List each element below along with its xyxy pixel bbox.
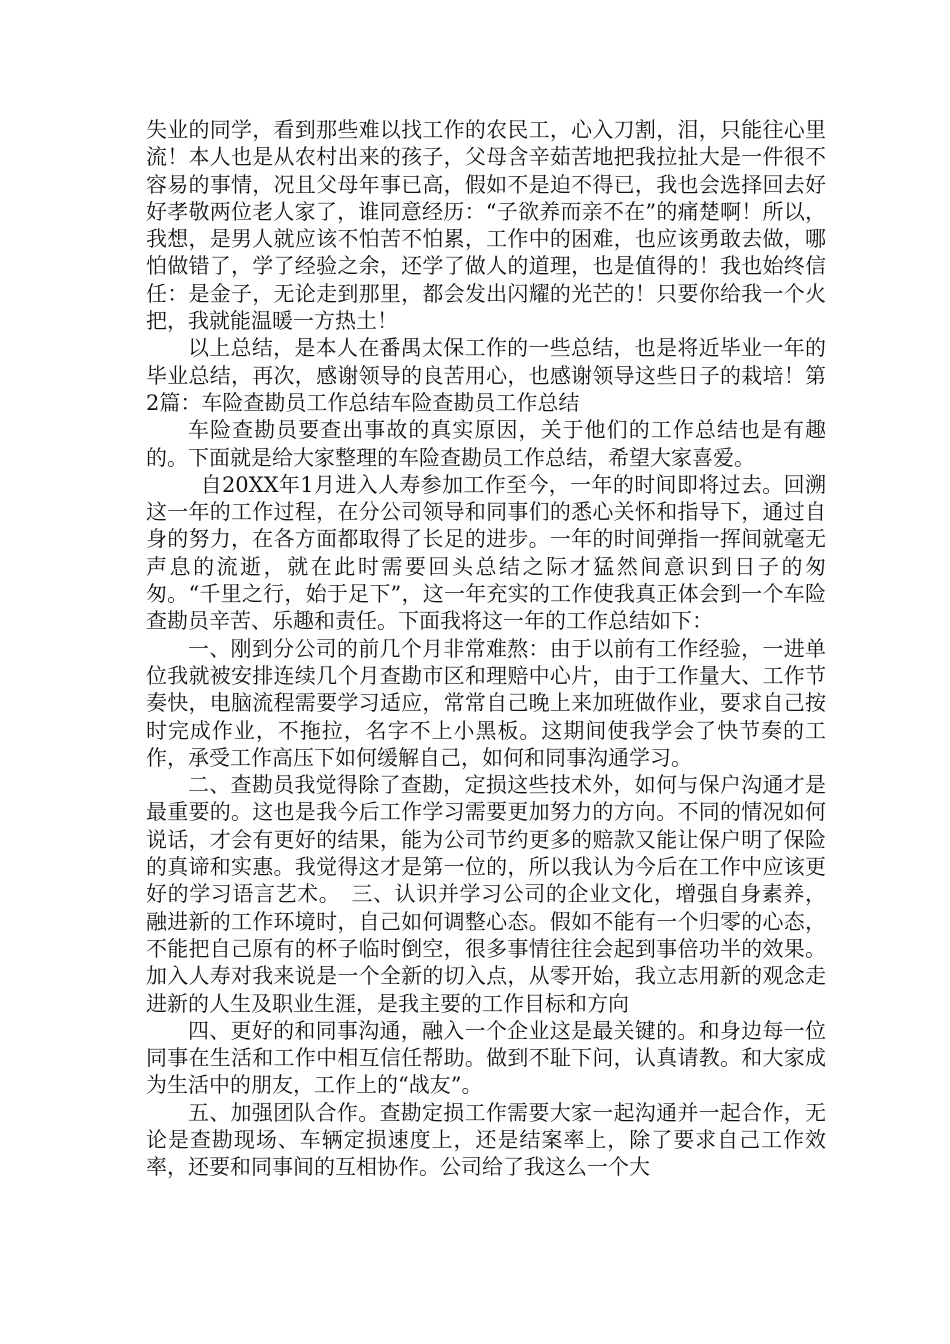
paragraph-point-4: 四、更好的和同事沟通，融入一个企业这是最关键的。和身边每一位同事在生活和工作中相互信任帮助。做到不耻下问，认真请教。和大家成为生活中的朋友，工作上的“战友”。 [146,1018,826,1098]
paragraph-intro: 车险查勘员要查出事故的真实原因，关于他们的工作总结也是有趣的。下面就是给大家整理的车险查勘员工作总结，希望大家喜爱。 [146,418,826,470]
document-body [146,117,826,1182]
paragraph-year-review: 自20XX年1月进入人寿参加工作至今，一年的时间即将过去。回溯这一年的工作过程，在分公司领导和同事们的悉心关怀和指导下，通过自身的努力，在各方面都取得了长足的进步。一年的时间弹指一挥间就毫无声息的流逝，就在此时需要回头总结之际才猛然间意识到日子的匆匆。“千里之行，始于足下”，这一年充实的工作使我真正体会到一个车险查勘员辛苦、乐趣和责任。下面我将这一年的工作总结如下： [146,472,826,634]
paragraph-continued: 失业的同学，看到那些难以找工作的农民工，心入刀割，泪，只能往心里流！本人也是从农村出来的孩子，父母含辛茹苦地把我拉扯大是一件很不容易的事情，况且父母年事已高，假如不是迫不得已，我也会选择回去好好孝敬两位老人家了，谁同意经历：“子欲养而亲不在”的痛楚啊！所以，我想，是男人就应该不怕苦不怕累，工作中的困难，也应该勇敢去做，哪怕做错了，学了经验之余，还学了做人的道理，也是值得的！我也始终信任：是金子，无论走到那里，都会发出闪耀的光芒的！只要你给我一个火把，我就能温暖一方热土！ [146,118,826,334]
paragraph-summary-thanks: 以上总结，是本人在番禺太保工作的一些总结，也是将近毕业一年的毕业总结，再次，感谢领导的良苦用心，也感谢领导这些日子的栽培！第2篇：车险查勘员工作总结车险查勘员工作总结 [146,336,826,415]
paragraph-point-5: 五、加强团队合作。查勘定损工作需要大家一起沟通并一起合作，无论是查勘现场、车辆定损速度上，还是结案率上，除了要求自己工作效率，还要和同事间的互相协作。公司给了我这么一个大 [146,1100,826,1180]
paragraph-point-1: 一、刚到分公司的前几个月非常难熬：由于以前有工作经验，一进单位我就被安排连续几个月查勘市区和理赔中心片，由于工作量大、工作节奏快，电脑流程需要学习适应，常常自己晚上来加班做作业，要求自己按时完成作业，不拖拉，名字不上小黑板。这期间使我学会了快节奏的工作，承受工作高压下如何缓解自己，如何和同事沟通学习。 [146,636,826,770]
paragraph-point-2-3: 二、查勘员我觉得除了查勘，定损这些技术外，如何与保户沟通才是最重要的。这也是我今后工作学习需要更加努力的方向。不同的情况如何说话，才会有更好的结果，能为公司节约更多的赔款又能让保户明了保险的真谛和实惠。我觉得这才是第一位的，所以我认为今后在工作中应该更好的学习语言艺术。 三、认识并学习公司的企业文化，增强自身素养，融进新的工作环境时，自己如何调整心态。假如不能有一个归零的心态，不能把自己原有的杯子临时倒空，很多事情往往会起到事倍功半的效果。加入人寿对我来说是一个全新的切入点，从零开始，我立志用新的观念走进新的人生及职业生涯，是我主要的工作目标和方向 [146,773,826,1016]
